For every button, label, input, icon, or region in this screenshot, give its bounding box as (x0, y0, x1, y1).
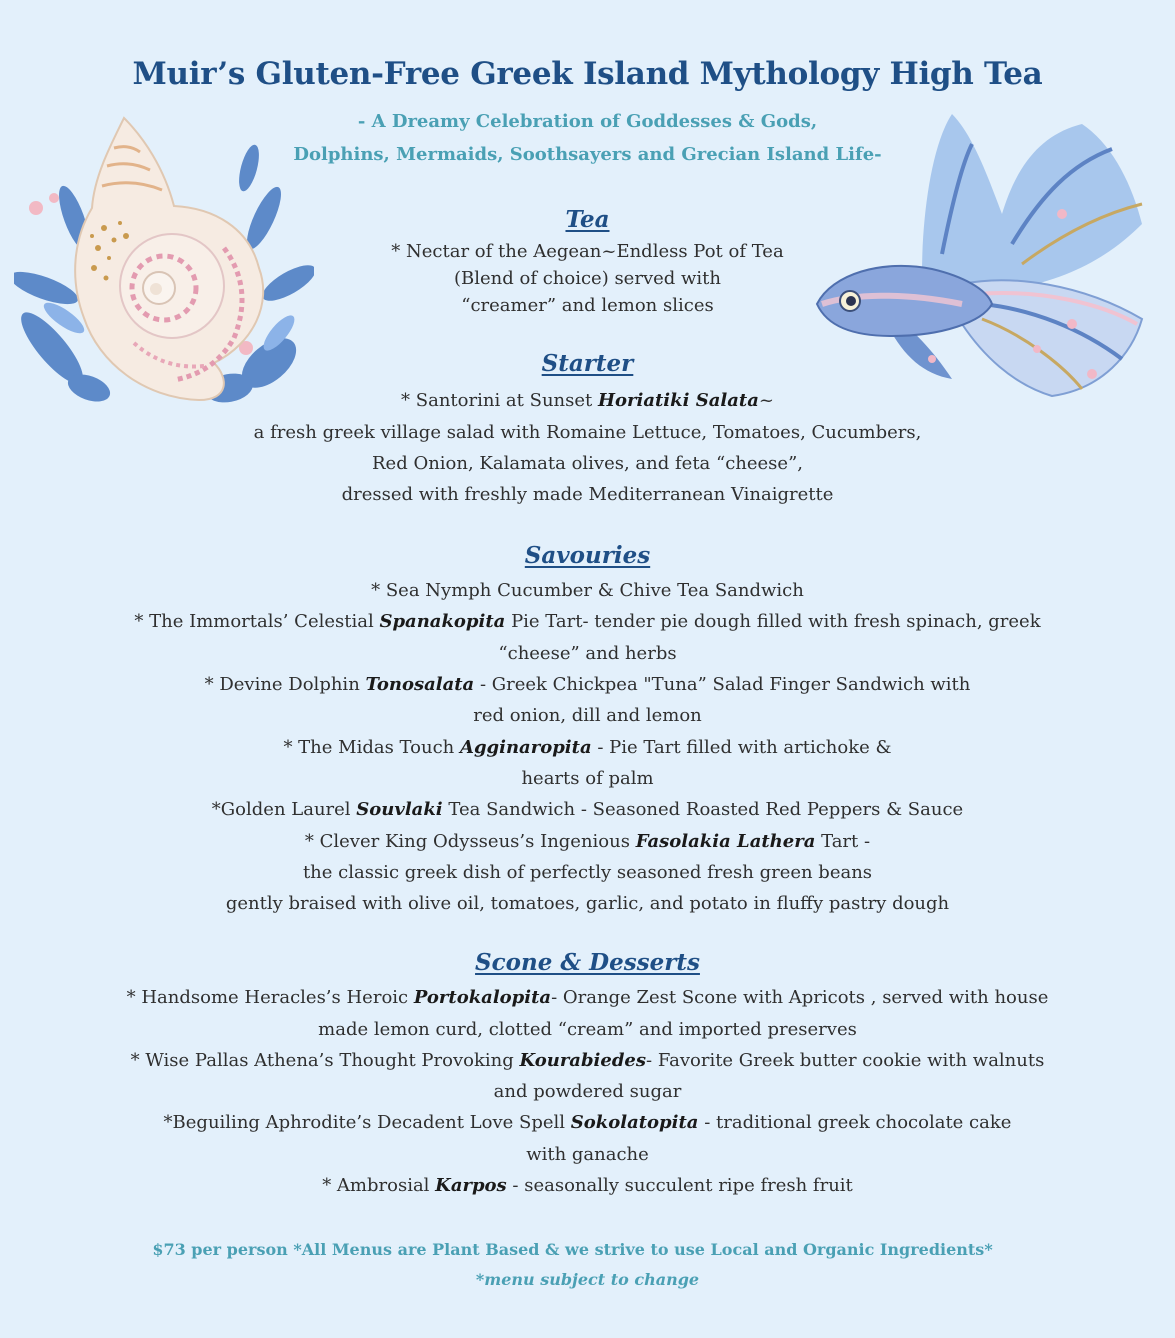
dessert-item-continued: and powdered sugar (493, 1081, 682, 1102)
starter-description: Red Onion, Kalamata olives, and feta “cheese”, (372, 453, 803, 474)
savoury-item: * The Midas Touch Agginaropita - Pie Tart filled with artichoke & (283, 737, 892, 758)
dessert-item: * Ambrosial Karpos - seasonally succulent ripe fresh fruit (322, 1175, 853, 1196)
tea-line: “creamer” and lemon slices (461, 295, 714, 316)
savoury-item: * The Immortals’ Celestial Spanakopita Pie Tart- tender pie dough filled with fresh spinach, greek (134, 611, 1041, 632)
tea-line: (Blend of choice) served with (453, 268, 721, 289)
savoury-item: * Sea Nymph Cucumber & Chive Tea Sandwich (371, 580, 804, 601)
savoury-item-continued: “cheese” and herbs (498, 643, 677, 664)
starter-description: dressed with freshly made Mediterranean Vinaigrette (341, 484, 834, 505)
dessert-item-continued: made lemon curd, clotted “cream” and imported preserves (318, 1019, 857, 1040)
dessert-item: * Wise Pallas Athena’s Thought Provoking Kourabiedes- Favorite Greek butter cookie with walnuts (130, 1050, 1045, 1071)
starter-heading: Starter (541, 350, 634, 377)
dessert-item: * Handsome Heracles’s Heroic Portokalopita- Orange Zest Scone with Apricots , served with house (126, 987, 1049, 1008)
savoury-item: * Devine Dolphin Tonosalata - Greek Chickpea "Tuna” Salad Finger Sandwich with (204, 674, 971, 695)
savoury-item: * Clever King Odysseus’s Ingenious Fasolakia Lathera Tart - (304, 831, 871, 852)
savoury-item-continued: hearts of palm (521, 768, 654, 789)
desserts-heading: Scone & Desserts (475, 949, 700, 976)
savoury-item-continued: the classic greek dish of perfectly seasoned fresh green beans (302, 862, 873, 883)
menu-change-note: *menu subject to change (475, 1270, 700, 1289)
price-note: $73 per person *All Menus are Plant Based & we strive to use Local and Organic Ingredients* (152, 1240, 993, 1259)
dessert-item: *Beguiling Aphrodite’s Decadent Love Spell Sokolatopita - traditional greek chocolate cake (163, 1112, 1012, 1133)
dessert-item-continued: with ganache (526, 1144, 649, 1165)
savoury-item-continued: gently braised with olive oil, tomatoes, garlic, and potato in fluffy pastry dough (225, 893, 950, 914)
savoury-item-continued: red onion, dill and lemon (473, 705, 702, 726)
starter-item: * Santorini at Sunset Horiatiki Salata~ (401, 390, 774, 411)
starter-description: a fresh greek village salad with Romaine Lettuce, Tomatoes, Cucumbers, (253, 422, 922, 443)
savouries-heading: Savouries (524, 542, 651, 569)
menu-title: Muir’s Gluten-Free Greek Island Mythology High Tea (132, 56, 1043, 92)
menu-subtitle-line-2: Dolphins, Mermaids, Soothsayers and Grecian Island Life- (293, 144, 882, 165)
savoury-item: *Golden Laurel Souvlaki Tea Sandwich - Seasoned Roasted Red Peppers & Sauce (211, 799, 964, 820)
tea-line: * Nectar of the Aegean~Endless Pot of Tea (391, 241, 784, 262)
menu-subtitle-line-1: - A Dreamy Celebration of Goddesses & Gods, (357, 111, 818, 132)
tea-heading: Tea (565, 206, 610, 233)
